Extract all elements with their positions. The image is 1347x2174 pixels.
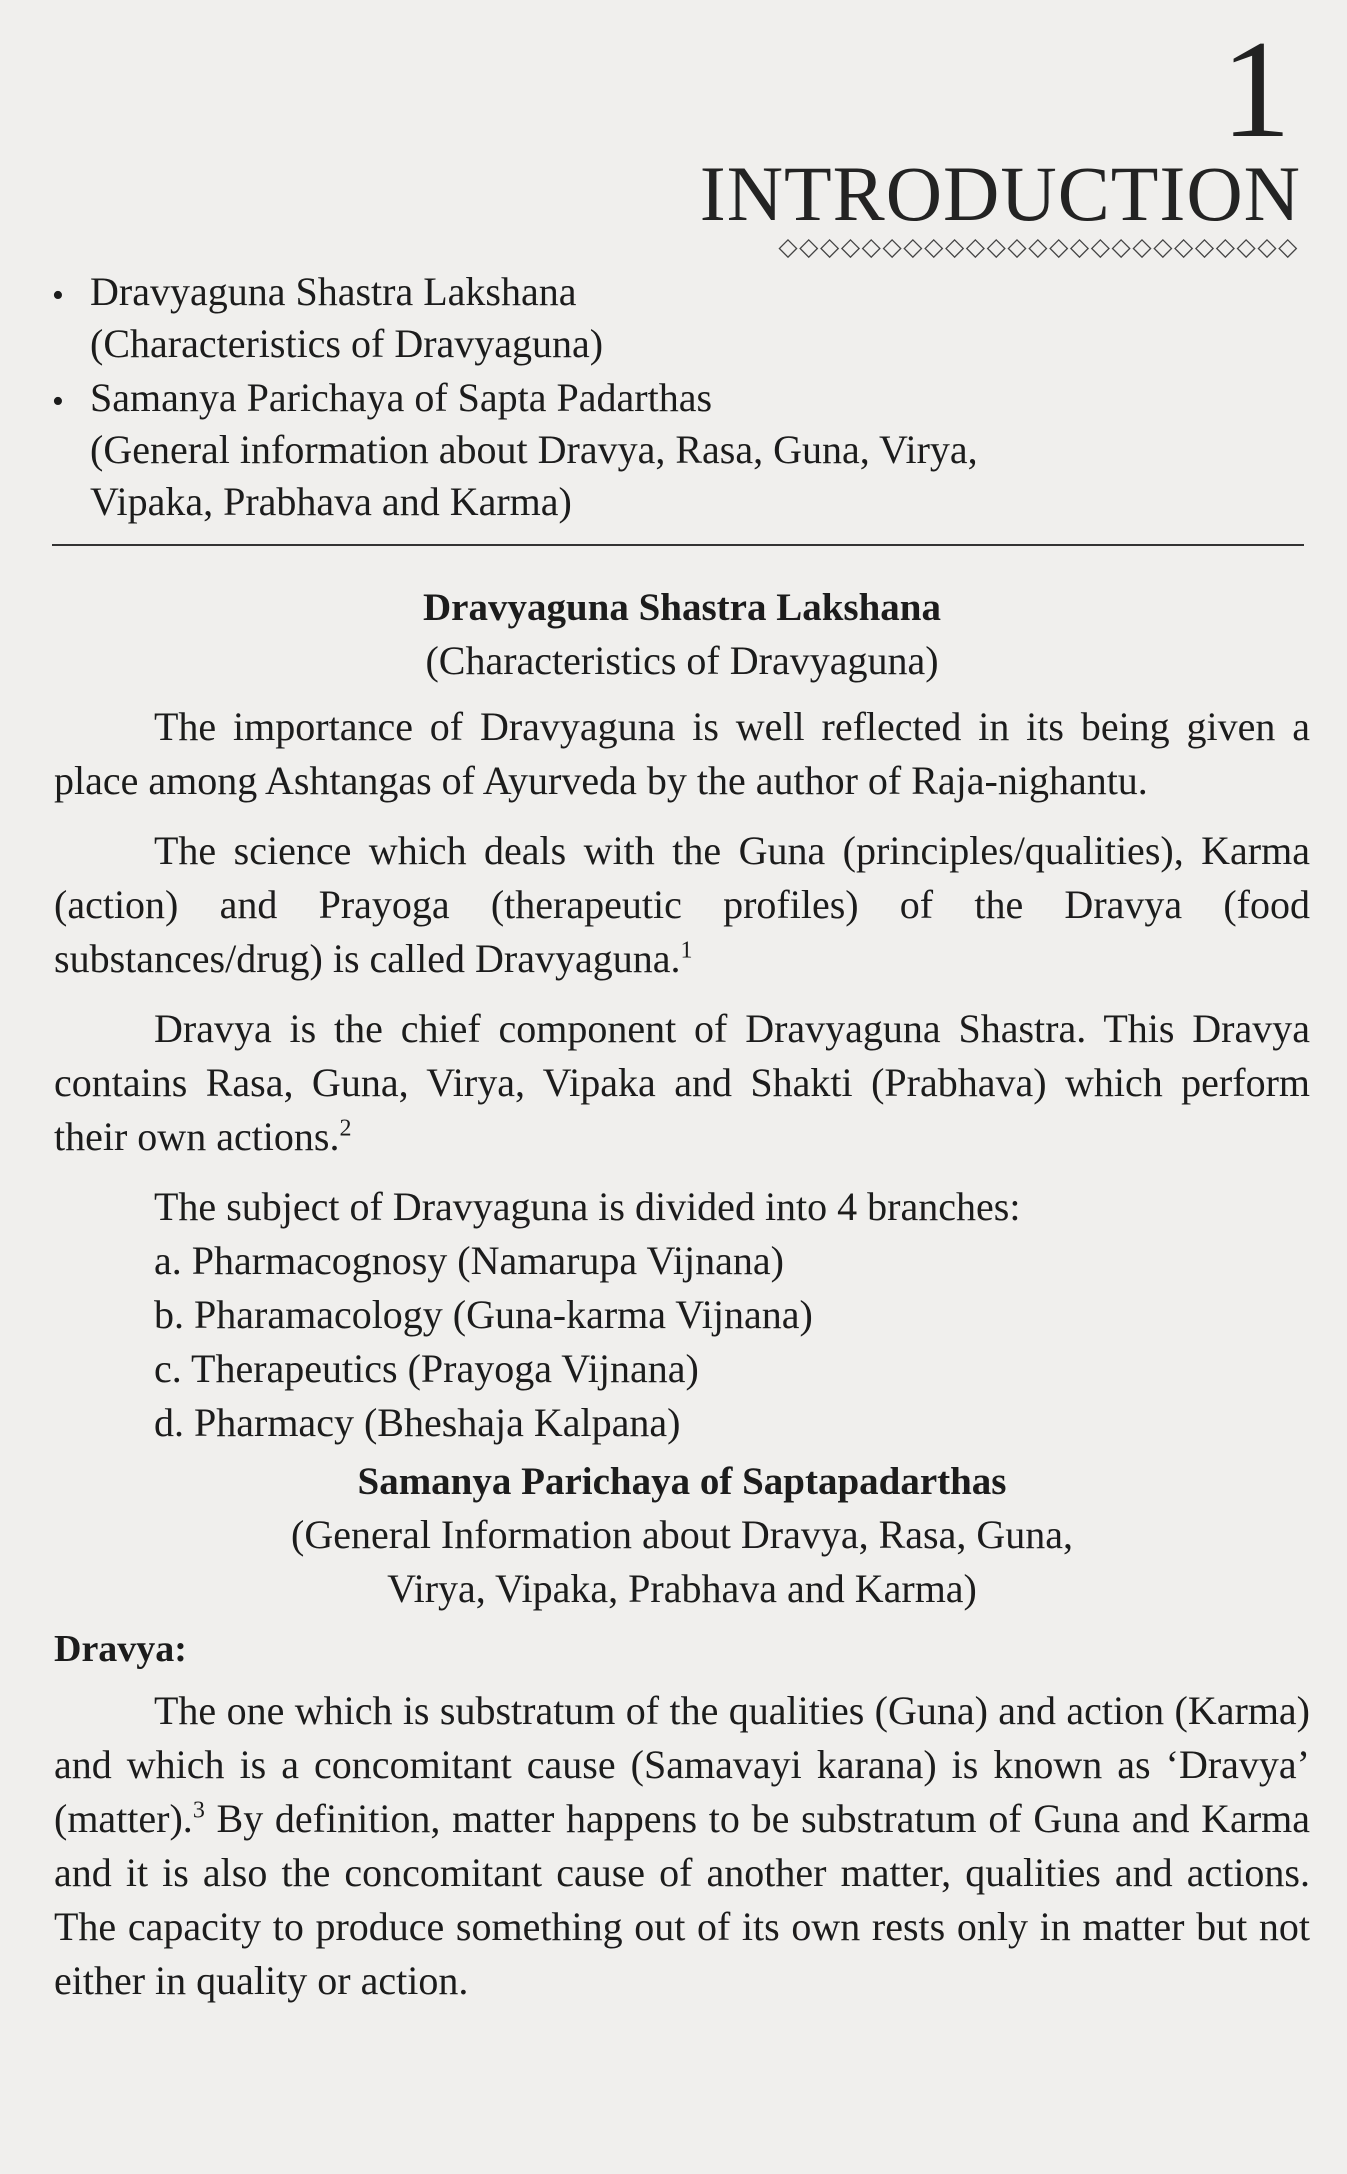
footnote-ref: 1	[680, 937, 693, 964]
contents-item-subtitle: (Characteristics of Dravyaguna)	[90, 321, 604, 366]
paragraph-text: Dravya is the chief component of Dravyaguna Shastra. This Dravya contains Rasa, Guna, Virya, Vipaka and Shakti (Prabhava) which perform their own actions.	[54, 1006, 1310, 1159]
contents-item	[52, 372, 1292, 528]
chapter-body	[54, 582, 1310, 2024]
section-subheading	[54, 1508, 1310, 1616]
section-subheading: (Characteristics of Dravyaguna)	[425, 638, 939, 683]
list-item: d. Pharmacy (Bheshaja Kalpana)	[154, 1400, 681, 1445]
paragraph-text: By definition, matter happens to be substratum of Guna and Karma and it is also the concomitant cause of another matter, qualities and actions. The capacity to produce something out of its own rests only in matter but not either in quality or action.	[54, 1796, 1310, 2003]
list-item: b. Pharamacology (Guna-karma Vijnana)	[154, 1292, 813, 1337]
subheading-line: Virya, Vipaka, Prabhava and Karma)	[387, 1566, 977, 1611]
contents-item-title: Dravyaguna Shastra Lakshana	[90, 269, 577, 314]
paragraph	[54, 824, 1310, 986]
section-heading: Samanya Parichaya of Saptapadarthas	[357, 1460, 1007, 1503]
paragraph-text: The importance of Dravyaguna is well reflected in its being given a place among Ashtangas of Ayurveda by the author of Raja-nighantu.	[54, 704, 1310, 803]
paragraph-text: The one which is substratum of the qualities (Guna) and action (Karma) and which is a concomitant cause (Samavayi karana) is known as ‘Dravya’ (matter).	[54, 1688, 1310, 1841]
section-heading: Dravyaguna Shastra Lakshana	[423, 586, 941, 629]
contents-item	[52, 266, 1292, 370]
list-item: a. Pharmacognosy (Namarupa Vijnana)	[154, 1238, 784, 1283]
paragraph	[54, 1002, 1310, 1164]
list-item: c. Therapeutics (Prayoga Vijnana)	[154, 1346, 699, 1391]
paragraph	[54, 1684, 1310, 2008]
bullet-icon: •	[52, 383, 64, 420]
branches-intro: The subject of Dravyaguna is divided into 4 branches:	[154, 1184, 1021, 1229]
ornament-divider: ◇◇◇◇◇◇◇◇◇◇◇◇◇◇◇◇◇◇◇◇◇◇◇◇◇	[778, 234, 1299, 261]
chapter-number: 1	[1221, 12, 1291, 167]
paragraph-text: The science which deals with the Guna (principles/qualities), Karma (action) and Prayoga (therapeutic profiles) of the Dravya (food substances/drug) is called Dravyaguna.	[54, 828, 1310, 981]
contents-item-title: Samanya Parichaya of Sapta Padarthas	[90, 375, 713, 420]
chapter-contents	[52, 266, 1292, 530]
horizontal-rule	[52, 544, 1304, 546]
subheading-line: (General Information about Dravya, Rasa, Guna,	[291, 1512, 1073, 1557]
term-heading: Dravya:	[54, 1628, 187, 1670]
footnote-ref: 2	[339, 1115, 352, 1142]
footnote-ref: 3	[192, 1797, 205, 1824]
branches-list	[54, 1234, 1310, 1450]
chapter-title: INTRODUCTION	[699, 150, 1301, 237]
contents-item-subtitle: (General information about Dravya, Rasa, Guna, Virya,	[90, 427, 978, 472]
bullet-icon: •	[52, 277, 64, 314]
paragraph	[54, 700, 1310, 808]
contents-item-subtitle: Vipaka, Prabhava and Karma)	[90, 479, 572, 524]
